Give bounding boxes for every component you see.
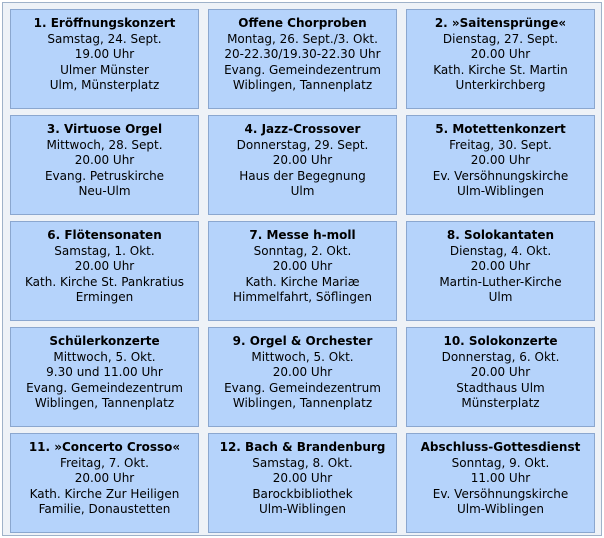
event-venue: Barockbibliothek	[252, 486, 353, 501]
event-cell	[208, 115, 397, 215]
event-date: Sonntag, 9. Okt.	[451, 455, 550, 470]
event-venue: Martin-Luther-Kirche	[439, 274, 562, 289]
event-location: Wiblingen, Tannenplatz	[232, 396, 373, 411]
event-venue: Evang. Gemeindezentrum	[224, 380, 381, 395]
event-venue: Ev. Versöhnungskirche	[432, 486, 569, 501]
event-location: Ulm	[488, 290, 513, 305]
event-location: Unterkirchberg	[455, 78, 546, 93]
event-cell	[406, 221, 595, 321]
event-date: Freitag, 30. Sept.	[449, 137, 552, 152]
event-time: 20-22.30/19.30-22.30 Uhr	[224, 47, 381, 62]
event-title: Schülerkonzerte	[49, 334, 160, 348]
event-cell	[10, 9, 199, 109]
event-time: 20.00 Uhr	[272, 153, 333, 168]
event-time: 20.00 Uhr	[272, 259, 333, 274]
event-time: 20.00 Uhr	[272, 365, 333, 380]
event-cell	[406, 115, 595, 215]
event-cell	[10, 221, 199, 321]
event-time: 20.00 Uhr	[470, 259, 531, 274]
event-title: Abschluss-Gottesdienst	[420, 440, 581, 454]
event-venue: Kath. Kirche Mariæ	[245, 274, 360, 289]
event-cell	[406, 433, 595, 533]
event-title: 8. Solokantaten	[446, 228, 555, 242]
event-time: 20.00 Uhr	[470, 47, 531, 62]
event-title: 6. Flötensonaten	[47, 228, 162, 242]
event-cell	[10, 115, 199, 215]
event-cell	[10, 327, 199, 427]
event-date: Mittwoch, 5. Okt.	[251, 349, 354, 364]
event-date: Donnerstag, 6. Okt.	[441, 349, 560, 364]
event-location: Ulm, Münsterplatz	[49, 78, 160, 93]
event-time: 19.00 Uhr	[74, 47, 135, 62]
event-location: Ulm-Wiblingen	[456, 184, 545, 199]
event-title: 1. Eröffnungskonzert	[33, 16, 176, 30]
event-title: 7. Messe h-moll	[249, 228, 356, 242]
event-date: Dienstag, 4. Okt.	[449, 243, 552, 258]
event-location: Neu-Ulm	[78, 184, 131, 199]
event-date: Mittwoch, 5. Okt.	[53, 349, 156, 364]
event-venue: Evang. Gemeindezentrum	[224, 62, 381, 77]
event-title: 12. Bach & Brandenburg	[219, 440, 386, 454]
event-location: Ulm-Wiblingen	[456, 502, 545, 517]
event-venue: Ev. Versöhnungskirche	[432, 168, 569, 183]
event-date: Sonntag, 2. Okt.	[253, 243, 352, 258]
event-cell	[208, 9, 397, 109]
event-title: 10. Solokonzerte	[443, 334, 558, 348]
event-location: Wiblingen, Tannenplatz	[34, 396, 175, 411]
event-cell	[406, 327, 595, 427]
event-time: 20.00 Uhr	[470, 365, 531, 380]
event-title: 9. Orgel & Orchester	[232, 334, 373, 348]
event-cell	[208, 221, 397, 321]
event-location: Familie, Donaustetten	[38, 502, 171, 517]
event-time: 20.00 Uhr	[74, 153, 135, 168]
event-time: 9.30 und 11.00 Uhr	[46, 365, 163, 380]
event-date: Samstag, 1. Okt.	[54, 243, 155, 258]
event-cell	[208, 327, 397, 427]
event-location: Ermingen	[75, 290, 134, 305]
event-venue: Stadthaus Ulm	[456, 380, 545, 395]
event-date: Samstag, 24. Sept.	[47, 31, 162, 46]
event-title: 4. Jazz-Crossover	[244, 122, 361, 136]
event-cell	[208, 433, 397, 533]
event-date: Mittwoch, 28. Sept.	[46, 137, 163, 152]
event-venue: Ulmer Münster	[60, 62, 149, 77]
event-location: Himmelfahrt, Söflingen	[233, 290, 372, 305]
event-date: Samstag, 8. Okt.	[252, 455, 353, 470]
event-location: Wiblingen, Tannenplatz	[232, 78, 373, 93]
event-date: Montag, 26. Sept./3. Okt.	[227, 31, 378, 46]
event-time: 11.00 Uhr	[470, 471, 531, 486]
event-location: Münsterplatz	[461, 396, 540, 411]
event-date: Freitag, 7. Okt.	[60, 455, 149, 470]
event-venue: Haus der Begegnung	[239, 168, 366, 183]
event-title: Offene Chorproben	[238, 16, 367, 30]
event-title: 2. »Saitensprünge«	[434, 16, 567, 30]
event-time: 20.00 Uhr	[470, 153, 531, 168]
event-venue: Kath. Kirche St. Pankratius	[25, 274, 184, 289]
event-date: Dienstag, 27. Sept.	[442, 31, 559, 46]
event-venue: Evang. Petruskirche	[44, 168, 165, 183]
event-title: 5. Motettenkonzert	[435, 122, 566, 136]
event-title: 3. Virtuose Orgel	[46, 122, 163, 136]
event-cell	[10, 433, 199, 533]
event-title: 11. »Concerto Crosso«	[28, 440, 181, 454]
event-location: Ulm-Wiblingen	[258, 502, 347, 517]
event-time: 20.00 Uhr	[74, 259, 135, 274]
event-date: Donnerstag, 29. Sept.	[236, 137, 369, 152]
event-venue: Evang. Gemeindezentrum	[26, 380, 183, 395]
event-location: Ulm	[290, 184, 315, 199]
event-time: 20.00 Uhr	[74, 471, 135, 486]
concert-schedule-grid	[2, 2, 602, 536]
event-venue: Kath. Kirche St. Martin	[433, 62, 568, 77]
event-time: 20.00 Uhr	[272, 471, 333, 486]
event-venue: Kath. Kirche Zur Heiligen	[29, 486, 180, 501]
event-cell	[406, 9, 595, 109]
